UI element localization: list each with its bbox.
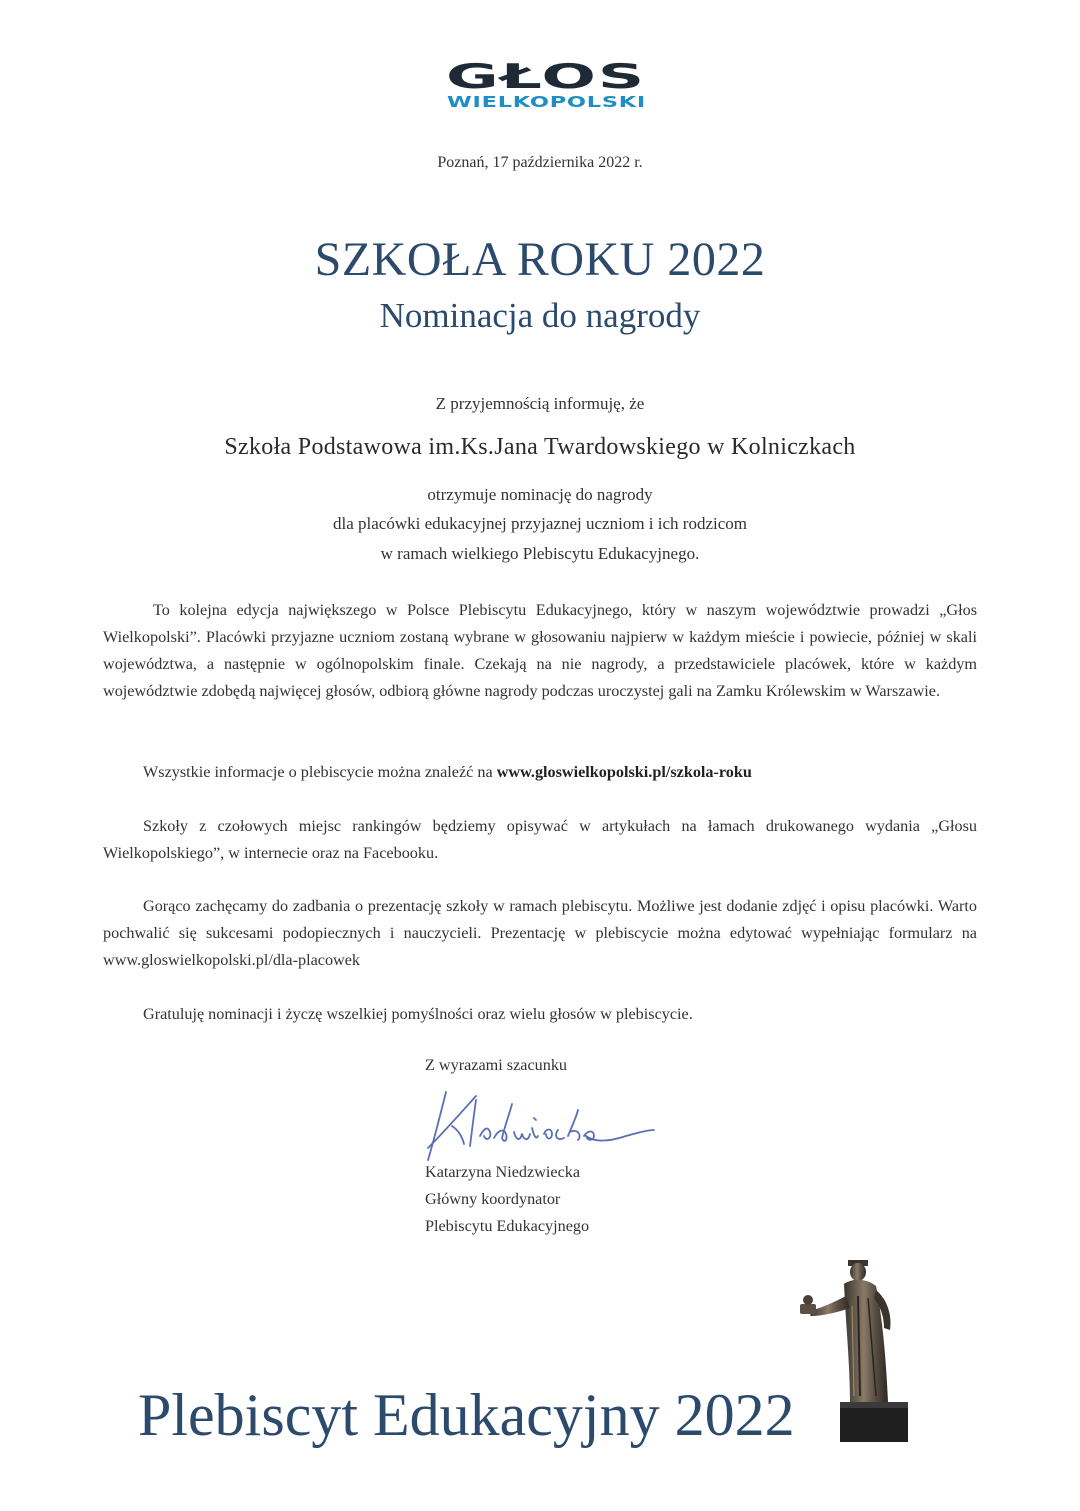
letter-date: Poznań, 17 października 2022 r. <box>437 154 643 171</box>
paragraph-plebiscite-description: To kolejna edycja największego w Polsce Plebiscytu Edukacyjnego, który w naszym województwie prowadzi „Głos Wielkopolski”. Placówki przyjazne uczniom zostaną wybrane w głosowaniu najpierw w każdym mieście i powiecie, później w skali województwa, a następnie w ogólnopolskim finale. Czekają na nie nagrody, a przedstawiciele placówek, które w każdym województwie zdobędą najwięcej głosów, odbiorą główne nagrody podczas uroczystej gali na Zamku Królewskim w Warszawie. <box>103 601 977 700</box>
closing-phrase: Z wyrazami szacunku <box>425 1056 568 1074</box>
logo-line2: WIELKOPOLSKI <box>447 93 646 111</box>
signer-role-organization: Plebiscytu Edukacyjnego <box>425 1217 590 1235</box>
info-text: Wszystkie informacje o plebiscycie można znaleźć na <box>143 763 497 781</box>
paragraph-congratulations: Gratuluję nominacji i życzę wszelkiej pomyślności oraz wielu głosów w plebiscycie. <box>143 1005 693 1023</box>
nomination-line: dla placówki edukacyjnej przyjaznej uczniom i ich rodzicom <box>333 514 747 533</box>
school-name: Szkoła Podstawowa im.Ks.Jana Twardowskiego w Kolniczkach <box>224 434 856 460</box>
letter-title: SZKOŁA ROKU 2022 <box>314 233 766 286</box>
nomination-line: otrzymuje nominację do nagrody <box>427 485 653 504</box>
logo-line1: GŁOS <box>446 57 646 97</box>
paragraph-articles: Szkoły z czołowych miejsc rankingów będziemy opisywać w artykułach na łamach drukowanego wydania „Głosu Wielkopolskiego”, w internecie oraz na Facebooku. <box>103 817 977 862</box>
plebiscite-url-link[interactable]: www.gloswielkopolski.pl/szkola-roku <box>496 763 752 781</box>
letter-subtitle: Nominacja do nagrody <box>379 296 701 335</box>
paragraph-presentation: Gorąco zachęcamy do zadbania o prezentację szkoły w ramach plebiscytu. Możliwe jest dodanie zdjęć i opisu placówki. Warto pochwalić się sukcesami podopiecznych i nauczycieli. Prezentację w plebiscycie można edytować wypełniając formularz na www.gloswielkopolski.pl/dla-placowek <box>103 897 977 969</box>
handwritten-signature <box>418 1078 658 1170</box>
signer-role: Główny koordynator <box>425 1190 561 1208</box>
paragraph-info-link <box>103 759 977 786</box>
signer-name: Katarzyna Niedzwiecka <box>425 1163 581 1181</box>
nomination-line: w ramach wielkiego Plebiscytu Edukacyjnego. <box>380 544 700 563</box>
glos-wielkopolski-logo <box>446 55 648 111</box>
intro-line: Z przyjemnością informuję, że <box>435 394 645 413</box>
footer-title: Plebiscyt Edukacyjny 2022 <box>138 1382 795 1448</box>
statuette-image <box>796 1256 914 1446</box>
